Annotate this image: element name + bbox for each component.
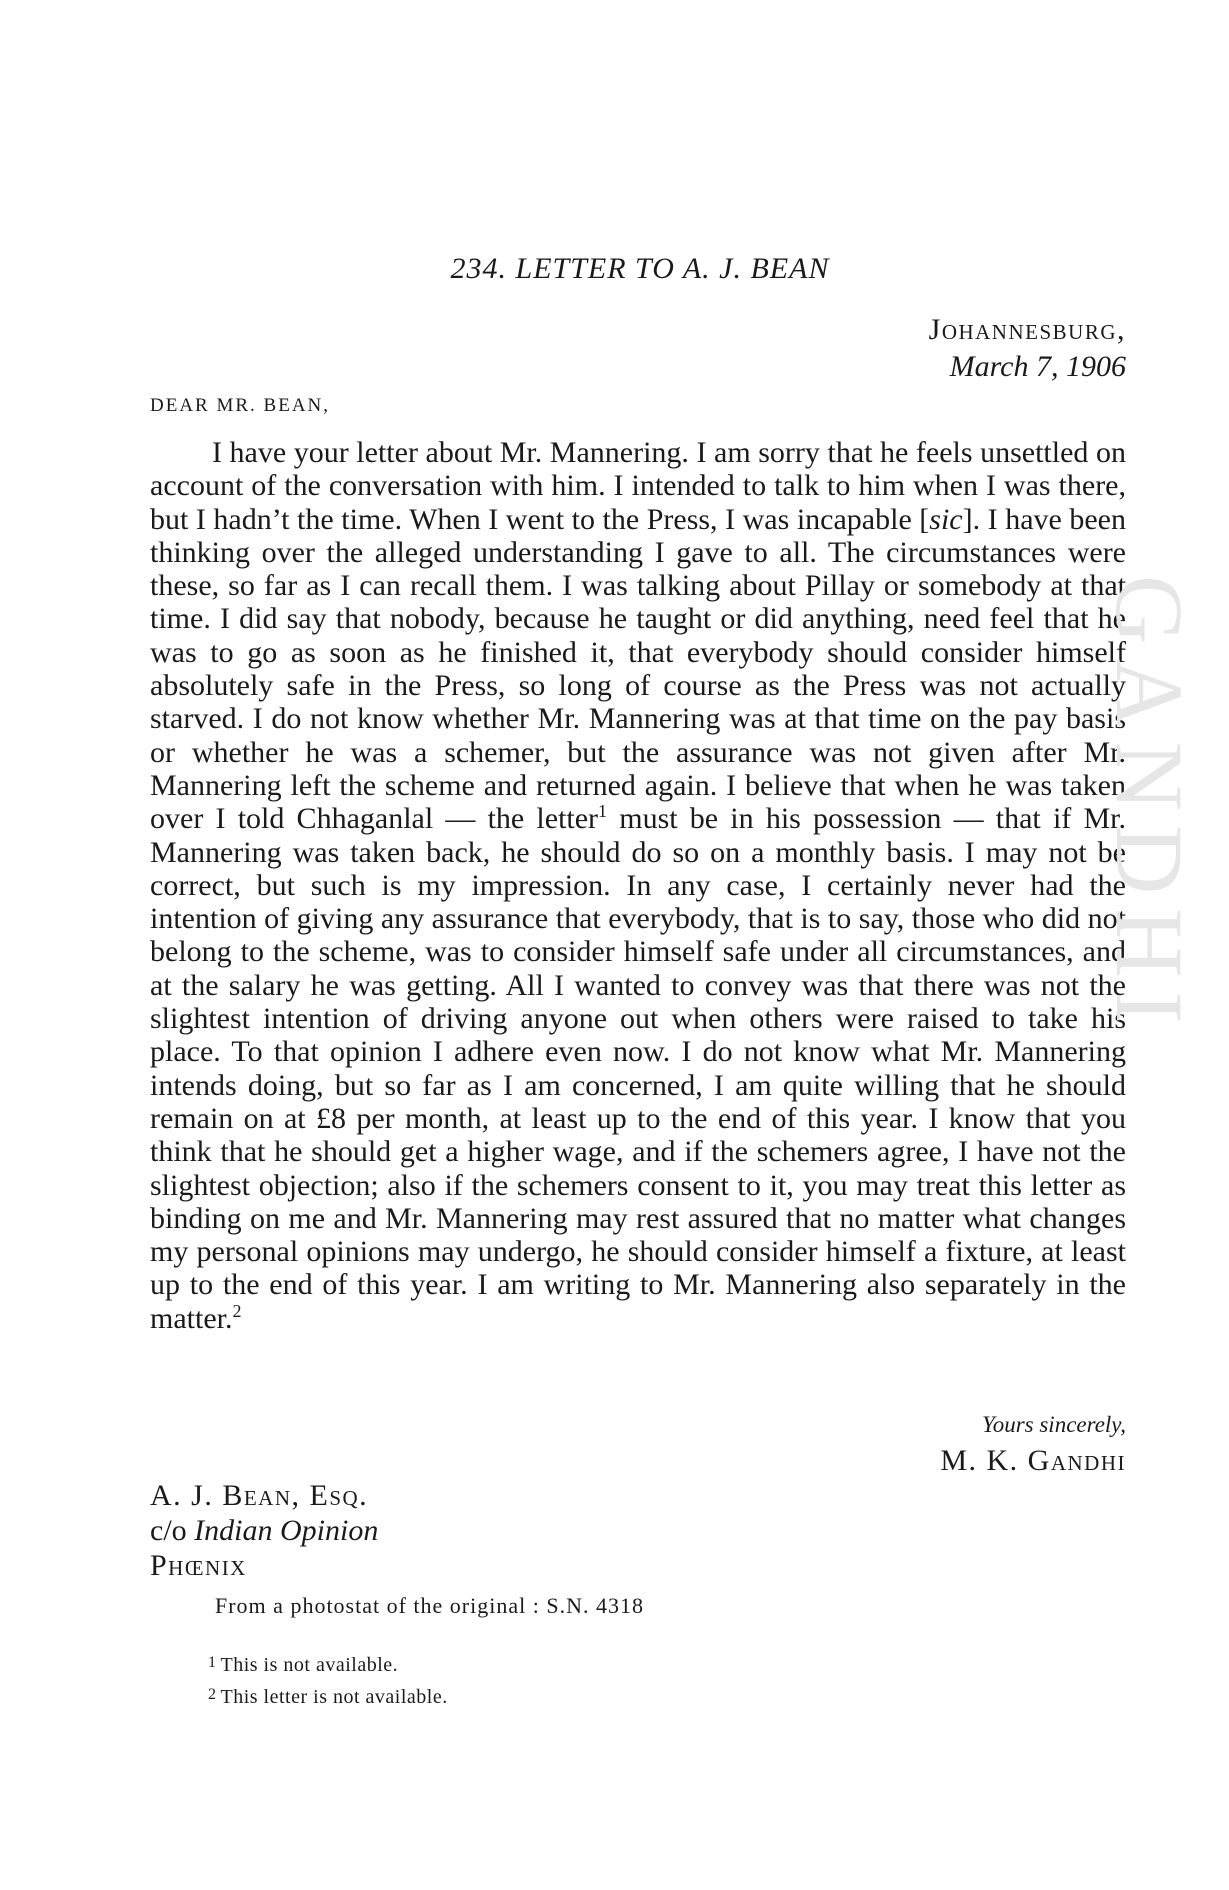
body-part-2: ]. I have been thinking over the alleged understanding I gave to all. The circumstances were these, so far as I can recall them. I was talking about Pillay or somebody at that time. I did say that nobody, because he taught or did anything, need feel that he was to go as soon as he finished it, that everybody should consider himself absolutely safe in the Press, so long of course as the Press was not actually starved. I do not know whether Mr. Mannering was at that time on the pay basis or whether he was a schemer, but the assurance was not given after Mr. Mannering left the scheme and returned again. I believe that when he was taken over I told Chhaganlal — the letter (150, 502, 1126, 836)
address-line-1: A. J. Bean, Esq. (150, 1479, 369, 1512)
body-part-1: I have your letter about Mr. Mannering. I am sorry that he feels unsettled on account of the conversation with him. I intended to talk to him when I was there, but I hadn’t the time. When I went to the Press, I was incapable [ (150, 436, 1126, 536)
dateline-place: Johannesburg, (928, 313, 1126, 346)
signature: M. K. Gandhi (940, 1444, 1126, 1477)
body-part-3: must be in his possession — that if Mr. Mannering was taken back, he should do so on a monthly basis. I may not be correct, but such is my impression. In any case, I certainly never had the intention of giving any assurance that everybody, that is to say, those who did not belong to the scheme, was to consider himself safe under all circumstances, and at the salary he was getting. All I wanted to convey was that there was not the slightest intention of driving anyone out when others were raised to take his place. To that opinion I adhere even now. I do not know what Mr. Mannering intends doing, but so far as I am concerned, I am quite willing that he should remain on at £8 per month, at least up to the end of this year. I know that you think that he should get a higher wage, and if the schemers agree, I have not the slightest objection; also if the schemers consent to it, you may treat this letter as binding on me and Mr. Mannering may rest assured that no matter what changes my personal opinions may undergo, he should consider himself a fixture, at least up to the end of this year. I am writing to Mr. Mannering also separately in the matter. (150, 802, 1126, 1335)
address-line-3: Phœnix (150, 1549, 247, 1582)
dateline-date: March 7, 1906 (949, 350, 1126, 383)
footnote-number: 1 (208, 1654, 217, 1671)
dateline (929, 311, 1126, 385)
letter-body (150, 436, 1126, 1335)
footnote-number: 2 (208, 1686, 217, 1703)
footnote-ref-1: 1 (598, 801, 608, 822)
footnote (208, 1680, 448, 1712)
footnote (208, 1648, 448, 1680)
footnote-text: This is not available. (220, 1654, 399, 1676)
letter-title: LETTER TO A. J. BEAN (515, 252, 830, 285)
address-newspaper: Indian Opinion (194, 1514, 379, 1547)
source-note: From a photostat of the original : S.N. 4318 (215, 1593, 644, 1618)
footnote-ref-2: 2 (232, 1300, 242, 1321)
sic-note: sic (929, 502, 963, 536)
letter-heading (150, 252, 1130, 286)
letter-number: 234. (450, 252, 508, 285)
watermark: GANDHI (1096, 575, 1203, 1038)
footnote-text: This letter is not available. (220, 1686, 448, 1708)
address-line-2 (150, 1513, 378, 1548)
closing-phrase: Yours sincerely, (982, 1412, 1126, 1437)
address-care-of: c/o (150, 1514, 195, 1547)
footnotes (208, 1648, 448, 1712)
salutation: DEAR MR. BEAN, (150, 395, 331, 416)
recipient-address (150, 1478, 378, 1583)
closing (940, 1412, 1126, 1478)
